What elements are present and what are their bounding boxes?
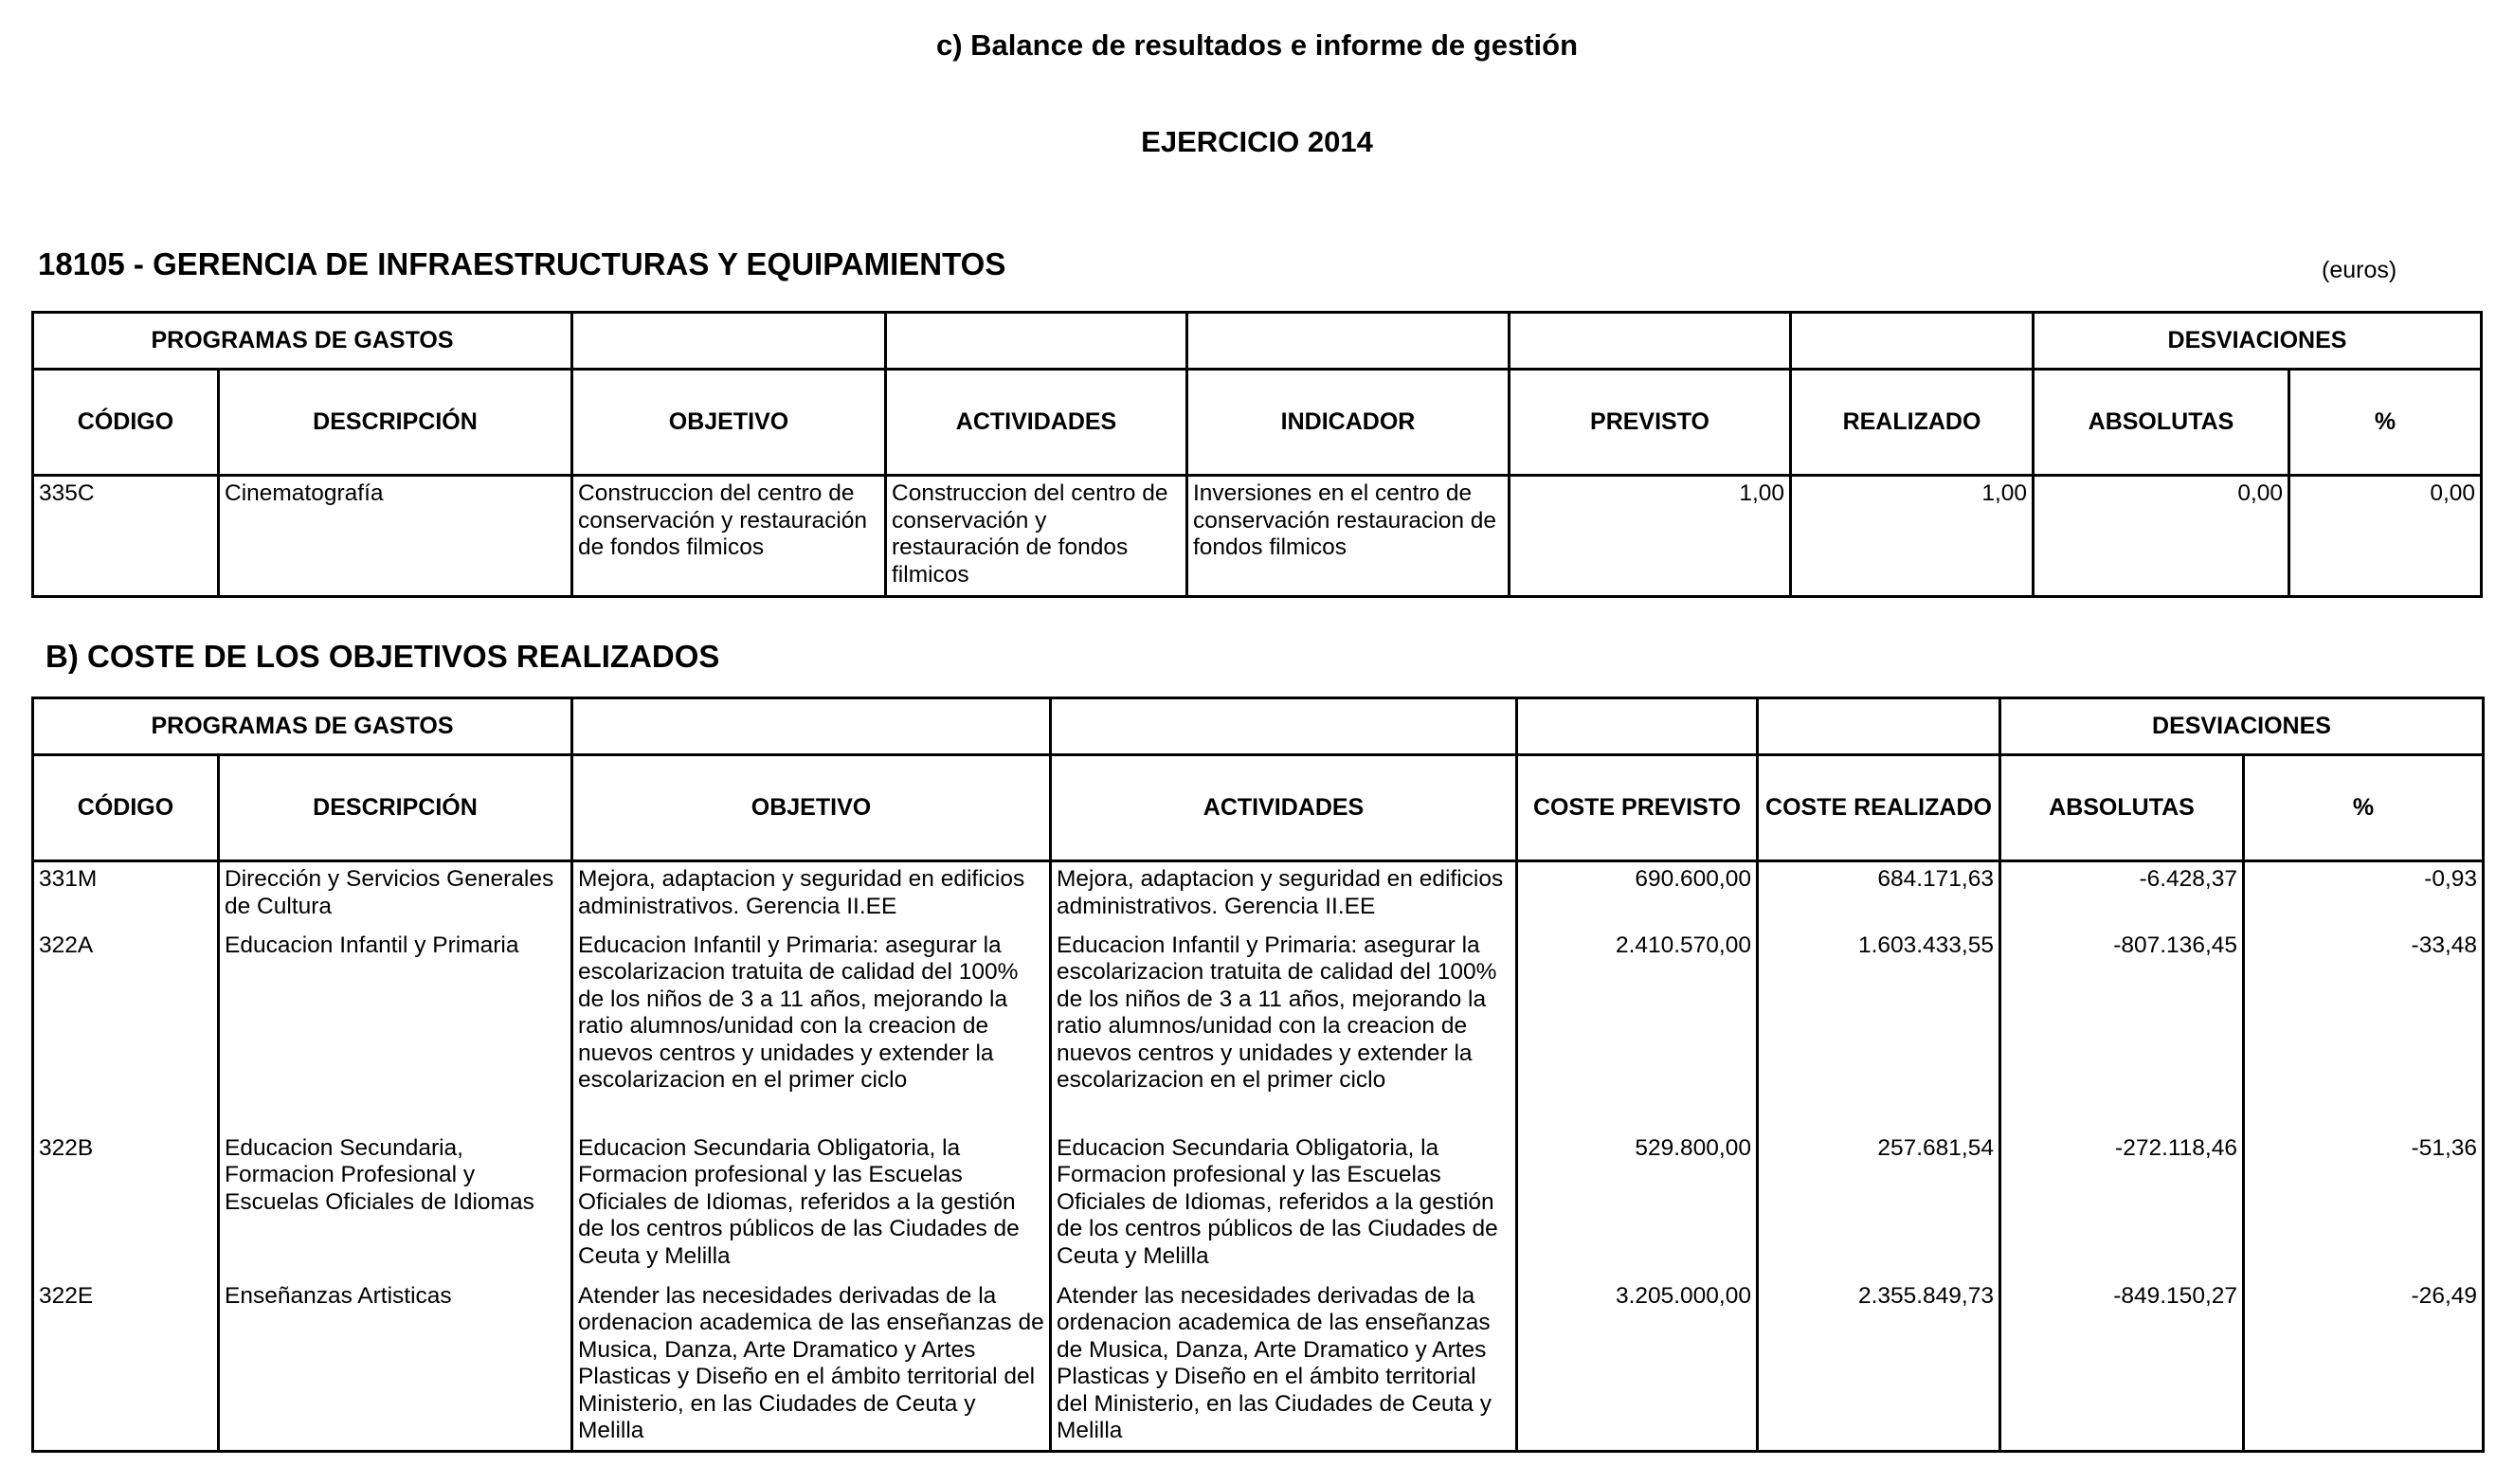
column-header-codigo: CÓDIGO [33, 370, 219, 476]
column-header-descripcion: DESCRIPCIÓN [219, 755, 572, 861]
column-header-coste-realizado: COSTE REALIZADO [1758, 755, 2000, 861]
cell-previsto: 1,00 [1510, 476, 1791, 597]
column-header-porcentaje: % [2289, 370, 2482, 476]
cell-actividades: Mejora, adaptacion y seguridad en edificios administrativos. Gerencia II.EE [1051, 861, 1517, 929]
column-header-actividades: ACTIVIDADES [1051, 755, 1517, 861]
cell-coste-realizado: 1.603.433,55 [1758, 929, 2000, 1131]
cell-coste-previsto: 690.600,00 [1517, 861, 1758, 929]
cell-descripcion: Educacion Secundaria, Formacion Profesional y Escuelas Oficiales de Idiomas [219, 1131, 572, 1279]
column-header-absolutas: ABSOLUTAS [2034, 370, 2289, 476]
column-header-absolutas: ABSOLUTAS [2000, 755, 2244, 861]
cell-coste-previsto: 2.410.570,00 [1517, 929, 1758, 1131]
cell-descripcion: Dirección y Servicios Generales de Cultura [219, 861, 572, 929]
group-header-blank [886, 313, 1187, 370]
table-row [33, 929, 2484, 1131]
cell-objetivo: Atender las necesidades derivadas de la ordenacion academica de las enseñanzas de Musica, Danza, Arte Dramatico y Artes Plasticas y Diseño en el ámbito territorial del Ministerio, en las Ciudades de Ceuta y Melilla [572, 1279, 1051, 1452]
group-header-desviaciones: DESVIACIONES [2000, 698, 2484, 755]
cell-codigo: 331M [33, 861, 219, 929]
cell-objetivo: Educacion Infantil y Primaria: asegurar la escolarizacion tratuita de calidad del 100% de los niños de 3 a 11 años, mejorando la ratio alumnos/unidad con la creacion de nuevos centros y unidades y extender la escolarizacion en el primer ciclo [572, 929, 1051, 1131]
group-header-blank [1517, 698, 1758, 755]
indicators-table [31, 311, 2483, 598]
cell-porcentaje: -26,49 [2244, 1279, 2484, 1452]
cell-descripcion: Cinematografía [219, 476, 572, 597]
cell-absolutas: -6.428,37 [2000, 861, 2244, 929]
cell-absolutas: -807.136,45 [2000, 929, 2244, 1131]
cell-porcentaje: 0,00 [2289, 476, 2482, 597]
column-header-descripcion: DESCRIPCIÓN [219, 370, 572, 476]
cell-absolutas: -272.118,46 [2000, 1131, 2244, 1279]
column-header-porcentaje: % [2244, 755, 2484, 861]
fiscal-year-heading: EJERCICIO 2014 [1141, 125, 1373, 158]
cell-codigo: 322B [33, 1131, 219, 1279]
group-header-blank [1510, 313, 1791, 370]
cell-objetivo: Mejora, adaptacion y seguridad en edificios administrativos. Gerencia II.EE [572, 861, 1051, 929]
cell-absolutas: -849.150,27 [2000, 1279, 2244, 1452]
cell-coste-realizado: 684.171,63 [1758, 861, 2000, 929]
group-header-blank [1791, 313, 2034, 370]
cell-codigo: 322A [33, 929, 219, 1131]
cell-absolutas: 0,00 [2034, 476, 2289, 597]
table-row [33, 476, 2482, 597]
cell-objetivo: Educacion Secundaria Obligatoria, la Formacion profesional y las Escuelas Oficiales de Idiomas, referidos a la gestión de los centros públicos de las Ciudades de Ceuta y Melilla [572, 1131, 1051, 1279]
cell-porcentaje: -0,93 [2244, 861, 2484, 929]
cell-coste-realizado: 257.681,54 [1758, 1131, 2000, 1279]
cell-descripcion: Enseñanzas Artisticas [219, 1279, 572, 1452]
column-header-actividades: ACTIVIDADES [886, 370, 1187, 476]
group-header-blank [1051, 698, 1517, 755]
cell-actividades: Construccion del centro de conservación y restauración de fondos filmicos [886, 476, 1187, 597]
table-row [33, 1131, 2484, 1279]
table-row [33, 861, 2484, 929]
currency-units-label: (euros) [2322, 257, 2397, 283]
cell-descripcion: Educacion Infantil y Primaria [219, 929, 572, 1131]
table-row [33, 1279, 2484, 1452]
report-title: c) Balance de resultados e informe de gestión [935, 28, 1579, 62]
column-header-realizado: REALIZADO [1791, 370, 2034, 476]
column-header-coste-previsto: COSTE PREVISTO [1517, 755, 1758, 861]
cell-porcentaje: -33,48 [2244, 929, 2484, 1131]
cell-objetivo: Construccion del centro de conservación y restauración de fondos filmicos [572, 476, 886, 597]
cell-actividades: Educacion Infantil y Primaria: asegurar la escolarizacion tratuita de calidad del 100% de los niños de 3 a 11 años, mejorando la ratio alumnos/unidad con la creacion de nuevos centros y unidades y extender la escolarizacion en el primer ciclo [1051, 929, 1517, 1131]
cell-codigo: 322E [33, 1279, 219, 1452]
cell-realizado: 1,00 [1791, 476, 2034, 597]
column-header-codigo: CÓDIGO [33, 755, 219, 861]
group-header-desviaciones: DESVIACIONES [2034, 313, 2482, 370]
section-b-heading: B) COSTE DE LOS OBJETIVOS REALIZADOS [45, 639, 720, 674]
column-header-objetivo: OBJETIVO [572, 755, 1051, 861]
cell-codigo: 335C [33, 476, 219, 597]
cell-coste-previsto: 529.800,00 [1517, 1131, 1758, 1279]
cell-coste-realizado: 2.355.849,73 [1758, 1279, 2000, 1452]
organization-heading: 18105 - GERENCIA DE INFRAESTRUCTURAS Y EQUIPAMIENTOS [38, 246, 1006, 281]
cell-actividades: Educacion Secundaria Obligatoria, la Formacion profesional y las Escuelas Oficiales de Idiomas, referidos a la gestión de los centros públicos de las Ciudades de Ceuta y Melilla [1051, 1131, 1517, 1279]
column-header-previsto: PREVISTO [1510, 370, 1791, 476]
cell-indicador: Inversiones en el centro de conservación restauracion de fondos filmicos [1187, 476, 1510, 597]
group-header-blank [1758, 698, 2000, 755]
group-header-blank [1187, 313, 1510, 370]
column-header-indicador: INDICADOR [1187, 370, 1510, 476]
cell-coste-previsto: 3.205.000,00 [1517, 1279, 1758, 1452]
group-header-blank [572, 313, 886, 370]
cell-porcentaje: -51,36 [2244, 1131, 2484, 1279]
costs-table [31, 697, 2485, 1453]
cell-actividades: Atender las necesidades derivadas de la ordenacion academica de las enseñanzas de Musica, Danza, Arte Dramatico y Artes Plasticas y Diseño en el ámbito territorial del Ministerio, en las Ciudades de Ceuta y Melilla [1051, 1279, 1517, 1452]
group-header-programas: PROGRAMAS DE GASTOS [33, 313, 572, 370]
column-header-objetivo: OBJETIVO [572, 370, 886, 476]
group-header-blank [572, 698, 1051, 755]
group-header-programas: PROGRAMAS DE GASTOS [33, 698, 572, 755]
